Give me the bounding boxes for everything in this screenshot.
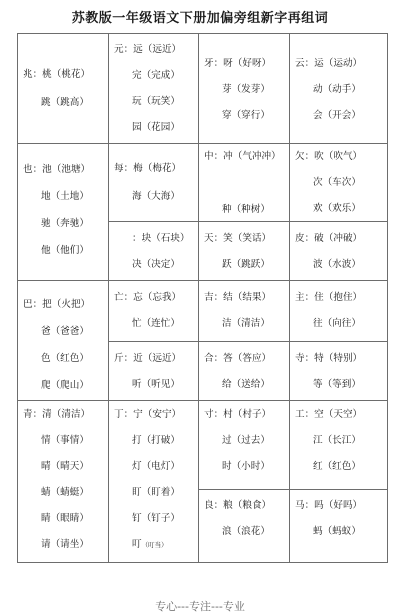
table-cell <box>109 342 199 401</box>
table-cell <box>290 490 388 563</box>
word-line: 园（花园） <box>132 122 180 133</box>
word-line: 工：空（天空） <box>295 409 363 420</box>
word-line: 爸（爸爸） <box>41 326 89 337</box>
word-line: 洁（清洁） <box>222 318 270 329</box>
word-line: 等（等到） <box>313 379 361 390</box>
table-cell <box>290 34 388 144</box>
word-line: 巴：把（火把） <box>23 299 91 310</box>
page-title: 苏教版一年级语文下册加偏旁组新字再组词 <box>71 11 329 26</box>
table-cell <box>109 144 199 222</box>
word-line: ：块（石块） <box>132 233 190 244</box>
word-line: 蜻（蜻蜓） <box>41 487 89 498</box>
small-note: （叮当） <box>141 541 168 549</box>
word-line: 亡：忘（忘我） <box>114 292 182 303</box>
table-row <box>18 281 388 342</box>
word-line: 晴（晴天） <box>41 461 89 472</box>
word-line: 种（种树） <box>222 204 270 215</box>
word-line: 色（红色） <box>41 353 89 364</box>
word-line: 睛（眼睛） <box>41 513 89 524</box>
word-line: 皮：破（冲破） <box>295 233 363 244</box>
table-row <box>18 144 388 222</box>
table-cell <box>199 342 290 401</box>
word-line: 完（完成） <box>132 70 180 81</box>
table-row <box>18 34 388 144</box>
word-line: 中：冲（气冲冲） <box>204 151 281 162</box>
word-line: 钉（钉子） <box>132 513 180 524</box>
word-line: 穿（穿行） <box>222 110 270 121</box>
word-line: 寸：村（村子） <box>204 409 272 420</box>
word-char: 叮 <box>132 539 142 550</box>
table-cell <box>18 34 109 144</box>
word-line: 元：远（远近） <box>114 44 182 55</box>
word-line: 红（红色） <box>313 461 361 472</box>
word-line: 波（水波） <box>313 259 361 270</box>
word-line: 次（车次） <box>313 177 361 188</box>
word-line: 情（事情） <box>41 435 89 446</box>
word-line: 蚂（蚂蚁） <box>313 526 361 537</box>
table-cell <box>109 281 199 342</box>
word-line: 打（打破） <box>132 435 180 446</box>
table-cell <box>18 401 109 563</box>
table-cell <box>290 144 388 222</box>
page-footer: 专心---专注---专业 <box>155 600 245 613</box>
word-line: 决（决定） <box>132 259 180 270</box>
word-line: 灯（电灯） <box>132 461 180 472</box>
word-line: 往（向往） <box>313 318 361 329</box>
word-line: 他（他们） <box>41 245 89 256</box>
word-line: 听（听见） <box>132 379 180 390</box>
table-cell <box>290 222 388 281</box>
word-line: 寺：特（特别） <box>295 353 363 364</box>
word-line: 合：答（答应） <box>204 353 272 364</box>
word-line: 主：住（抱住） <box>295 292 363 303</box>
word-line: 给（送给） <box>222 379 270 390</box>
table-cell <box>290 401 388 490</box>
word-line: 青：清（清洁） <box>23 409 91 420</box>
word-line: 浪（浪花） <box>222 526 270 537</box>
word-line: 海（大海） <box>132 191 180 202</box>
word-line: 云：运（运动） <box>295 58 363 69</box>
word-line: 吉：结（结果） <box>204 292 272 303</box>
word-line: 丁：宁（安宁） <box>114 409 182 420</box>
word-line: 兆：桃（桃花） <box>23 69 91 80</box>
word-table <box>17 33 388 563</box>
word-line: 牙：呀（好呀） <box>204 58 272 69</box>
table-cell <box>199 144 290 222</box>
table-cell <box>199 281 290 342</box>
word-line: 会（开会） <box>313 110 361 121</box>
table-cell <box>199 401 290 490</box>
word-line <box>132 539 168 551</box>
word-line: 忙（连忙） <box>132 318 180 329</box>
word-line: 欢（欢乐） <box>313 203 361 214</box>
table-cell <box>109 222 199 281</box>
word-line: 动（动手） <box>313 84 361 95</box>
table-cell <box>18 281 109 401</box>
word-line: 也：池（池塘） <box>23 164 91 175</box>
table-cell <box>199 222 290 281</box>
word-line: 爬（爬山） <box>41 380 89 391</box>
table-cell <box>109 401 199 563</box>
word-line: 斤：近（远近） <box>114 353 182 364</box>
word-line: 玩（玩笑） <box>132 96 180 107</box>
table-cell <box>18 144 109 281</box>
word-line: 地（土地） <box>41 191 89 202</box>
table-cell <box>109 34 199 144</box>
word-line: 过（过去） <box>222 435 270 446</box>
word-line: 跳（跳高） <box>41 97 89 108</box>
table-cell <box>290 342 388 401</box>
word-line: 天：笑（笑话） <box>204 233 272 244</box>
word-line: 马：吗（好吗） <box>295 500 363 511</box>
table-cell <box>290 281 388 342</box>
word-line: 跃（跳跃） <box>222 259 270 270</box>
word-line: 良：粮（粮食） <box>204 500 272 511</box>
word-line: 驰（奔驰） <box>41 218 89 229</box>
word-line: 时（小时） <box>222 461 270 472</box>
word-line: 每：梅（梅花） <box>114 163 182 174</box>
word-line: 芽（发芽） <box>222 84 270 95</box>
word-line: 江（长江） <box>313 435 361 446</box>
word-line: 欠：吹（吹气） <box>295 151 363 162</box>
table-row <box>18 401 388 490</box>
word-line: 请（请坐） <box>41 539 89 550</box>
table-cell <box>199 34 290 144</box>
table-cell <box>199 490 290 563</box>
word-line: 盯（盯着） <box>132 487 180 498</box>
